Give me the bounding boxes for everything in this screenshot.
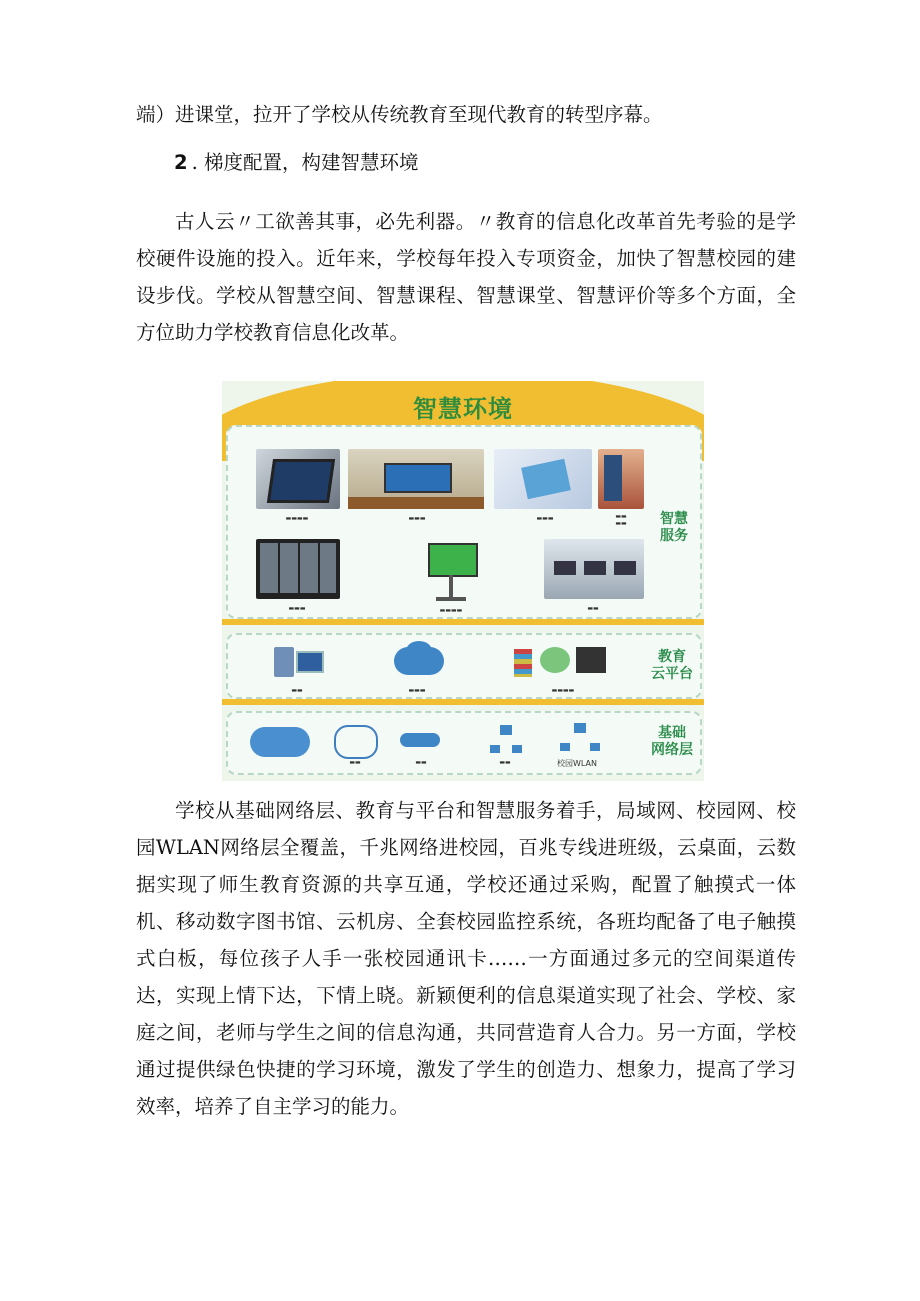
kiosk-photo — [598, 449, 644, 509]
cloud-data-center-icon — [390, 641, 448, 681]
layer-divider — [222, 619, 704, 625]
section-title: . 梯度配置，构建智慧环境 — [191, 151, 419, 174]
section-number: 2 — [174, 151, 188, 174]
computer-lab-photo — [544, 539, 644, 599]
photo-caption: ▬▬▬▬ — [439, 607, 463, 614]
surveillance-monitor-photo — [256, 539, 340, 599]
icon-caption: ▬▬ — [499, 759, 511, 766]
icon-caption: ▬▬ — [291, 687, 303, 694]
campus-card-photo — [494, 449, 592, 509]
education-resource-icon — [514, 641, 620, 681]
photo-caption: ▬▬▬▬ — [285, 515, 309, 522]
photo-caption: ▬▬▬ — [288, 605, 306, 612]
tablet-photo — [256, 449, 340, 509]
server-icon — [274, 643, 320, 679]
layer-divider — [222, 699, 704, 705]
paragraph-network: 学校从基础网络层、教育与平台和智慧服务着手，局域网、校园网、校园WLAN网络层全覆盖，千兆网络进校园，百兆专线进班级，云桌面，云数据实现了师生教育资源的共享互通，学校还通过采购，配置了触摸式一体机、移动数字图书馆、云机房、全套校园监控系统，各班均配备了电子触摸式白板，每位孩子人手一张校园通讯卡……一方面通过多元的空间渠道传达，实现上情下达，下情上晓。新颖便利的信息渠道实现了社会、学校、家庭之间，老师与学生之间的信息沟通，共同营造育人合力。另一方面，学校通过提供绿色快捷的学习环境，激发了学生的创造力、想象力，提高了学习效率，培养了自主学习的能力。 — [136, 799, 796, 1118]
icon-caption: ▬▬▬▬ — [551, 687, 575, 694]
wlan-caption: 校园WLAN — [556, 759, 597, 768]
lan-switch-icon — [400, 733, 440, 747]
photo-caption: ▬▬▬ — [408, 515, 426, 522]
paragraph-intro-end: 端）进课堂，拉开了学校从传统教育至现代教育的转型序幕。 — [136, 103, 663, 126]
cloud-layer-label: 教育 云平台 — [651, 649, 693, 682]
network-security-icon — [334, 725, 378, 759]
wlan-icon — [558, 723, 602, 753]
diagram-title: 智慧环境 — [413, 395, 513, 423]
icon-caption: ▬▬▬ — [408, 687, 426, 694]
icon-caption: ▬▬ — [415, 759, 427, 766]
smart-environment-diagram — [222, 381, 704, 781]
campus-network-icon — [490, 725, 522, 755]
network-layer-label: 基础 网络层 — [651, 725, 693, 758]
classroom-whiteboard-photo — [348, 449, 484, 509]
photo-caption: ▬▬ ▬▬ — [615, 513, 627, 527]
internet-cloud-icon — [250, 727, 310, 757]
touch-all-in-one-photo — [422, 539, 480, 605]
photo-caption: ▬▬ — [587, 605, 599, 612]
section-heading — [174, 148, 418, 178]
photo-caption: ▬▬▬ — [536, 515, 554, 522]
paragraph-hardware: 古人云〃工欲善其事，必先利器。〃教育的信息化改革首先考验的是学校硬件设施的投入。近年来，学校每年投入专项资金，加快了智慧校园的建设步伐。学校从智慧空间、智慧课程、智慧课堂、智慧评价等多个方面，全方位助力学校教育信息化改革。 — [136, 210, 796, 344]
icon-caption: ▬▬ — [349, 759, 361, 766]
service-layer-label: 智慧 服务 — [660, 511, 688, 544]
